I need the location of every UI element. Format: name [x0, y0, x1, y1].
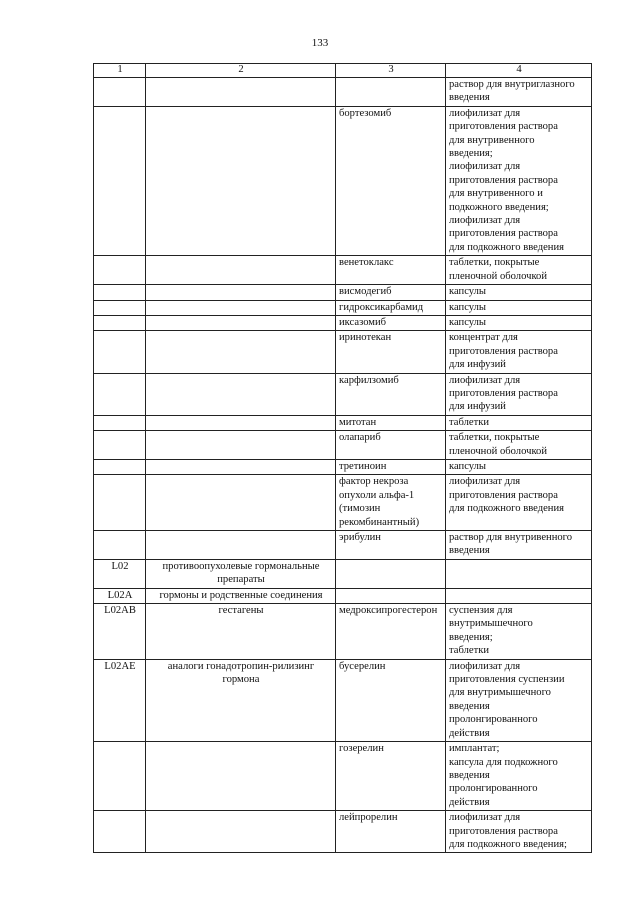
dosage-form-line: лиофилизат для	[449, 812, 521, 824]
table-row	[94, 811, 592, 853]
column-header-2: 2	[146, 64, 336, 78]
dosage-form-line: действия	[449, 796, 490, 808]
drug-name-line: медроксипрогестерон	[339, 605, 438, 617]
group-name-cell	[146, 415, 336, 430]
drug-name-cell	[336, 659, 446, 741]
drug-name-line: бусерелин	[339, 660, 386, 672]
group-name-cell	[146, 300, 336, 315]
dosage-form-line: приготовления раствора	[449, 825, 558, 837]
column-header-3: 3	[336, 64, 446, 78]
group-name-cell	[146, 431, 336, 460]
drug-name-line: гидроксикарбамид	[339, 301, 424, 313]
drug-name-cell	[336, 531, 446, 560]
dosage-form-line: для инфузий	[449, 401, 506, 413]
dosage-form-line: капсулы	[449, 460, 487, 472]
group-name-cell	[146, 742, 336, 811]
group-name-cell	[146, 459, 336, 474]
table-header-row	[94, 64, 592, 78]
dosage-form-line: введения	[449, 545, 490, 557]
dosage-form-line: капсулы	[449, 286, 487, 298]
page-number: 133	[311, 37, 329, 49]
group-name-cell	[146, 659, 336, 741]
drug-name-line: (тимозин	[339, 503, 381, 515]
dosage-form-line: пролонгированного	[449, 783, 538, 795]
group-name-line: аналоги гонадотропин-рилизинг	[167, 660, 315, 672]
group-name-cell	[146, 811, 336, 853]
dosage-form-line: раствор для внутривенного	[449, 532, 573, 543]
dosage-form-cell	[446, 106, 592, 255]
dosage-form-cell	[446, 811, 592, 853]
dosage-form-line: приготовления раствора	[449, 174, 558, 186]
drug-name-line: олапариб	[339, 432, 381, 444]
dosage-form-line: для инфузий	[449, 359, 506, 371]
group-name-line: гестагены	[218, 605, 264, 617]
table-row	[94, 415, 592, 430]
dosage-form-cell	[446, 475, 592, 531]
drug-name-cell	[336, 315, 446, 330]
dosage-form-line: для внутривенного	[449, 134, 535, 146]
table-row	[94, 78, 592, 107]
group-name-line: гормоны и родственные соединения	[159, 589, 323, 601]
group-name-cell	[146, 475, 336, 531]
drug-name-cell	[336, 300, 446, 315]
dosage-form-line: таблетки, покрытые	[449, 257, 540, 269]
drug-name-line: иксазомиб	[339, 316, 387, 328]
drug-name-line: карфилзомиб	[339, 374, 399, 386]
dosage-form-cell	[446, 604, 592, 660]
atc-code-cell	[94, 331, 146, 373]
group-name-cell	[146, 315, 336, 330]
table-row	[94, 531, 592, 560]
group-name-cell	[146, 256, 336, 285]
drug-name-line: иринотекан	[339, 332, 392, 344]
dosage-form-line: действия	[449, 727, 490, 739]
atc-code-cell	[94, 475, 146, 531]
atc-code-cell	[94, 300, 146, 315]
dosage-form-cell	[446, 300, 592, 315]
atc-code-cell	[94, 285, 146, 300]
atc-code-cell: L02A	[94, 588, 146, 603]
table-row	[94, 106, 592, 255]
dosage-form-line: лиофилизат для	[449, 374, 521, 386]
drug-name-cell	[336, 106, 446, 255]
dosage-form-line: пленочной оболочкой	[449, 270, 548, 282]
dosage-form-line: лиофилизат для	[449, 660, 521, 672]
dosage-form-line: лиофилизат для	[449, 107, 521, 119]
drug-name-cell	[336, 415, 446, 430]
drug-name-line: опухоли альфа-1	[339, 489, 415, 501]
dosage-form-line: приготовления раствора	[449, 387, 558, 399]
dosage-form-cell	[446, 659, 592, 741]
drug-name-line: третиноин	[339, 460, 387, 472]
drug-name-cell	[336, 256, 446, 285]
group-name-line: препараты	[217, 574, 265, 586]
dosage-form-line: для подкожного введения	[449, 503, 565, 515]
drug-name-line: висмодегиб	[339, 286, 392, 298]
dosage-form-cell	[446, 431, 592, 460]
table-row	[94, 742, 592, 811]
dosage-form-line: подкожного введения;	[449, 201, 549, 213]
group-name-cell	[146, 331, 336, 373]
drug-table	[93, 63, 592, 853]
dosage-form-line: концентрат для	[449, 332, 518, 344]
table-row	[94, 285, 592, 300]
drug-name-cell	[336, 811, 446, 853]
dosage-form-line: таблетки	[449, 416, 490, 428]
dosage-form-line: суспензия для	[449, 605, 513, 617]
atc-code-cell	[94, 78, 146, 107]
dosage-form-line: приготовления раствора	[449, 345, 558, 357]
atc-code-cell	[94, 742, 146, 811]
column-header-1: 1	[94, 64, 146, 78]
dosage-form-line: таблетки, покрытые	[449, 432, 540, 444]
group-name-cell	[146, 285, 336, 300]
dosage-form-line: введения	[449, 700, 490, 712]
dosage-form-line: лиофилизат для	[449, 161, 521, 173]
dosage-form-cell	[446, 78, 592, 107]
table-row	[94, 431, 592, 460]
drug-name-cell	[336, 742, 446, 811]
dosage-form-cell	[446, 559, 592, 588]
dosage-form-cell	[446, 415, 592, 430]
dosage-form-line: лиофилизат для	[449, 215, 521, 227]
dosage-form-line: таблетки	[449, 645, 490, 657]
table-body	[94, 64, 592, 853]
column-header-4: 4	[446, 64, 592, 78]
dosage-form-line: для подкожного введения;	[449, 838, 567, 850]
table-row	[94, 604, 592, 660]
atc-code-cell	[94, 315, 146, 330]
table-row	[94, 315, 592, 330]
dosage-form-cell	[446, 531, 592, 560]
dosage-form-line: приготовления раствора	[449, 228, 558, 240]
group-name-cell	[146, 604, 336, 660]
drug-name-cell	[336, 285, 446, 300]
atc-code-cell	[94, 459, 146, 474]
atc-code-cell	[94, 415, 146, 430]
table-row	[94, 256, 592, 285]
group-name-cell	[146, 373, 336, 415]
atc-code-cell: L02AE	[94, 659, 146, 741]
table-row	[94, 588, 592, 603]
dosage-form-line: внутримышечного	[449, 618, 533, 630]
dosage-form-cell	[446, 373, 592, 415]
drug-name-cell	[336, 604, 446, 660]
drug-name-cell	[336, 373, 446, 415]
dosage-form-line: введения;	[449, 148, 493, 160]
dosage-form-cell	[446, 742, 592, 811]
dosage-form-line: имплантат;	[449, 743, 500, 755]
drug-name-line: митотан	[339, 416, 377, 428]
dosage-form-line: введения	[449, 92, 490, 104]
drug-name-cell	[336, 559, 446, 588]
dosage-form-line: введения;	[449, 631, 493, 643]
group-name-cell	[146, 531, 336, 560]
dosage-form-cell	[446, 588, 592, 603]
atc-code-cell	[94, 531, 146, 560]
group-name-line: гормона	[222, 674, 260, 686]
dosage-form-line: введения	[449, 769, 490, 781]
table-row	[94, 331, 592, 373]
drug-name-line: фактор некроза	[339, 476, 409, 488]
atc-code-cell	[94, 811, 146, 853]
drug-name-line: бортезомиб	[339, 107, 392, 119]
drug-name-line: гозерелин	[339, 743, 384, 755]
dosage-form-line: раствор для внутриглазного	[449, 79, 575, 90]
drug-name-cell	[336, 331, 446, 373]
dosage-form-line: для внутримышечного	[449, 687, 551, 699]
dosage-form-cell	[446, 459, 592, 474]
dosage-form-line: лиофилизат для	[449, 476, 521, 488]
drug-name-line: рекомбинантный)	[339, 516, 420, 528]
group-name-line: противоопухолевые гормональные	[162, 560, 320, 572]
dosage-form-cell	[446, 285, 592, 300]
dosage-form-line: для внутривенного и	[449, 188, 543, 200]
group-name-cell	[146, 559, 336, 588]
dosage-form-line: приготовления раствора	[449, 121, 558, 133]
atc-code-cell	[94, 431, 146, 460]
group-name-cell	[146, 106, 336, 255]
dosage-form-cell	[446, 331, 592, 373]
table-row	[94, 300, 592, 315]
dosage-form-cell	[446, 256, 592, 285]
atc-code-cell	[94, 373, 146, 415]
dosage-form-line: капсулы	[449, 316, 487, 328]
table-row	[94, 459, 592, 474]
atc-code-cell	[94, 106, 146, 255]
dosage-form-line: приготовления раствора	[449, 489, 558, 501]
table-row	[94, 373, 592, 415]
drug-name-cell	[336, 459, 446, 474]
dosage-form-line: пленочной оболочкой	[449, 445, 548, 457]
drug-name-cell	[336, 431, 446, 460]
drug-name-line: эрибулин	[339, 532, 381, 543]
dosage-form-line: приготовления суспензии	[449, 674, 565, 686]
atc-code-cell: L02AB	[94, 604, 146, 660]
dosage-form-line: для подкожного введения	[449, 241, 565, 253]
table-row	[94, 559, 592, 588]
dosage-form-line: капсула для подкожного	[449, 756, 558, 768]
drug-name-cell	[336, 588, 446, 603]
group-name-cell	[146, 588, 336, 603]
drug-name-line: венетоклакс	[339, 257, 394, 269]
dosage-form-line: пролонгированного	[449, 714, 538, 726]
table-row	[94, 659, 592, 741]
table-row	[94, 475, 592, 531]
drug-name-cell	[336, 78, 446, 107]
atc-code-cell	[94, 256, 146, 285]
group-name-cell	[146, 78, 336, 107]
drug-name-cell	[336, 475, 446, 531]
atc-code-cell: L02	[94, 559, 146, 588]
dosage-form-cell	[446, 315, 592, 330]
drug-name-line: лейпрорелин	[339, 812, 398, 824]
dosage-form-line: капсулы	[449, 301, 487, 313]
